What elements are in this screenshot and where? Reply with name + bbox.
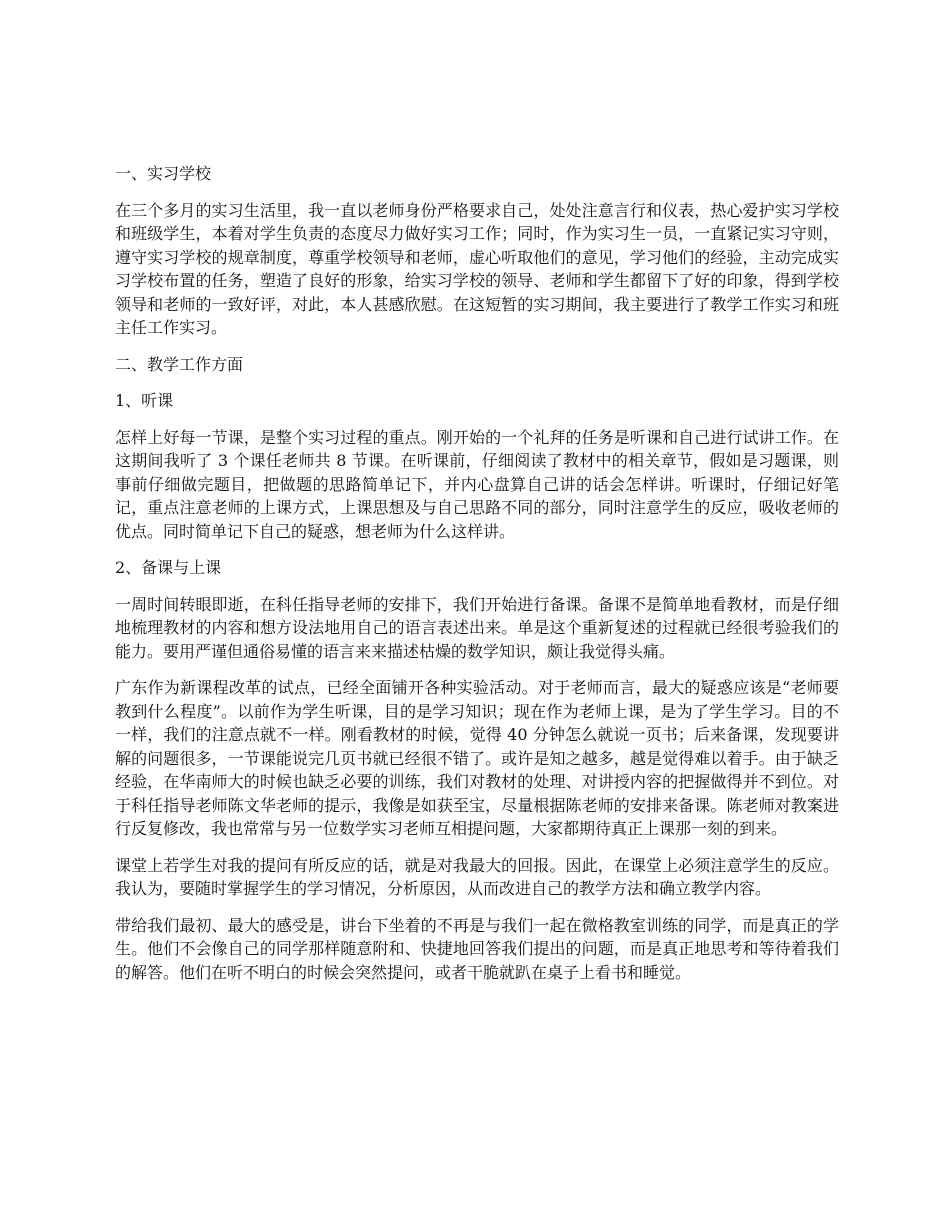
paragraph-lesson-prep-1: 一周时间转眼即逝，在科任指导老师的安排下，我们开始进行备课。备课不是简单地看教材，而是仔细地梳理教材的内容和想方设法地用自己的语言表述出来。单是这个重新复述的过程就已经很考验我们的能力。要用严谨但通俗易懂的语言来来描述枯燥的数学知识，颇让我觉得头痛。 bbox=[115, 594, 839, 661]
paragraph-lesson-prep-3: 课堂上若学生对我的提问有所反应的话，就是对我最大的回报。因此，在课堂上必须注意学生的反应。我认为，要随时掌握学生的学习情况，分析原因，从而改进自己的教学方法和确立教学内容。 bbox=[115, 855, 839, 898]
section-heading-teaching-work: 二、教学工作方面 bbox=[115, 354, 244, 374]
paragraph-lesson-prep-2: 广东作为新课程改革的试点，已经全面铺开各种实验活动。对于老师而言，最大的疑惑应该是“老师要教到什么程度”。以前作为学生听课，目的是学习知识；现在作为老师上课，是为了学生学习。目的不一样，我们的注意点就不一样。刚看教材的时候，觉得 40 分钟怎么就说一页书；后来备课，发现要讲解的问题很多，一节课能说完几页书就已经很不错了。或许是知之越多，越是觉得难以着手。由于缺乏经验，在华南师大的时候也缺乏必要的训练，我们对教材的处理、对讲授内容的把握做得并不到位。对于科任指导老师陈文华老师的提示，我像是如获至宝，尽量根据陈老师的安排来备课。陈老师对教案进行反复修改，我也常常与另一位数学实习老师互相提问题，大家都期待真正上课那一刻的到来。 bbox=[115, 678, 839, 838]
section-heading-internship-school: 一、实习学校 bbox=[115, 164, 212, 183]
paragraph-lesson-prep-4: 带给我们最初、最大的感受是，讲台下坐着的不再是与我们一起在微格教室训练的同学，而是真正的学生。他们不会像自己的同学那样随意附和、快捷地回答我们提出的问题，而是真正地思考和等待着我们的解答。他们在听不明白的时候会突然提问，或者干脆就趴在桌子上看书和睡觉。 bbox=[115, 915, 839, 982]
subsection-heading-lecture-observation: 1、听课 bbox=[115, 391, 174, 410]
paragraph-lecture-observation: 怎样上好每一节课，是整个实习过程的重点。刚开始的一个礼拜的任务是听课和自己进行试讲工作。在这期间我听了 3 个课任老师共 8 节课。在听课前，仔细阅读了教材中的相关章节，假如是习题课，则事前仔细做完题目，把做题的思路简单记下，并内心盘算自己讲的话会怎样讲。听课时，仔细记好笔记，重点注意老师的上课方式，上课思想及与自己思路不同的部分，同时注意学生的反应，吸收老师的优点。同时简单记下自己的疑惑，想老师为什么这样讲。 bbox=[115, 427, 839, 541]
subsection-heading-lesson-prep: 2、备课与上课 bbox=[115, 558, 222, 577]
document-body bbox=[115, 162, 839, 984]
paragraph-internship-summary: 在三个多月的实习生活里，我一直以老师身份严格要求自己，处处注意言行和仪表，热心爱护实习学校和班级学生，本着对学生负责的态度尽力做好实习工作；同时，作为实习生一员，一直紧记实习守则，遵守实习学校的规章制度，尊重学校领导和老师，虚心听取他们的意见，学习他们的经验，主动完成实习学校布置的任务，塑造了良好的形象，给实习学校的领导、老师和学生都留下了好的印象，得到学校领导和老师的一致好评，对此，本人甚感欣慰。在这短暂的实习期间，我主要进行了教学工作实习和班主任工作实习。 bbox=[115, 200, 839, 337]
